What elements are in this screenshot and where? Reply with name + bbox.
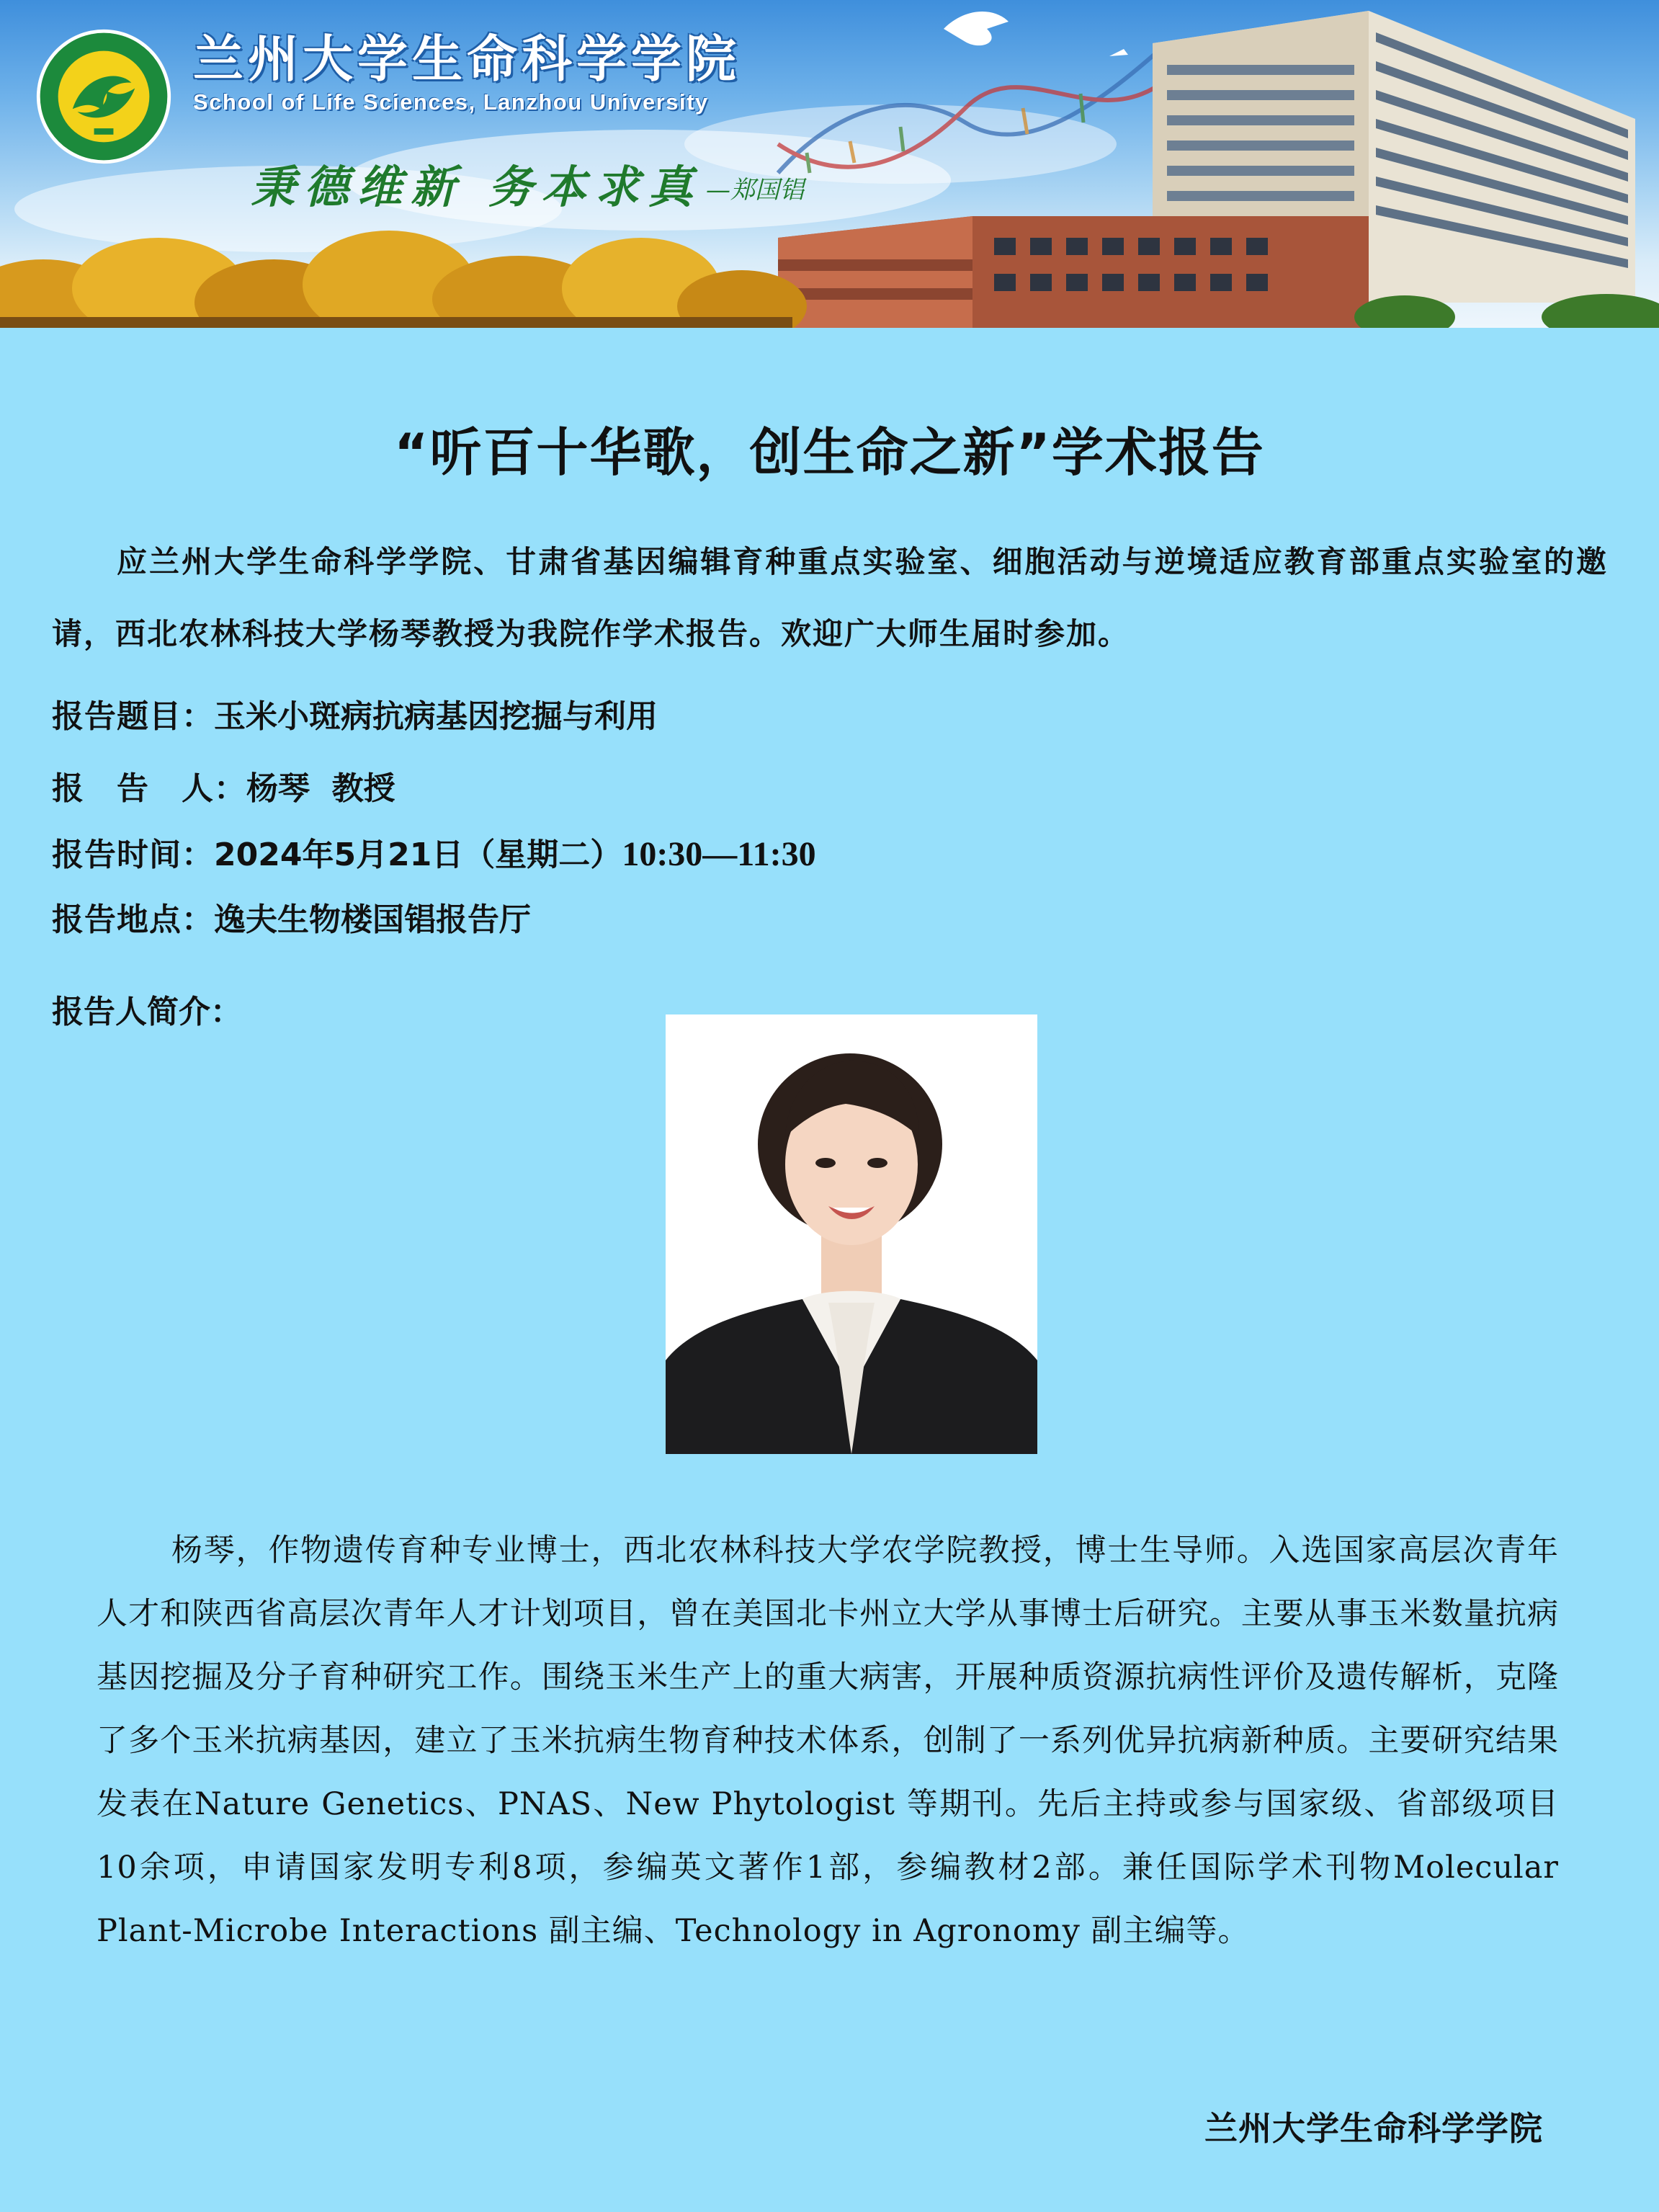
motto-signature: —郑国锠 bbox=[706, 176, 804, 205]
speaker-line bbox=[52, 762, 395, 808]
university-logo bbox=[35, 27, 173, 166]
invitation-paragraph: 应兰州大学生命科学学院、甘肃省基因编辑育种重点实验室、细胞活动与逆境适应教育部重点实验室的邀请，西北农林科技大学杨琴教授为我院作学术报告。欢迎广大师生届时参加。 bbox=[52, 544, 1608, 651]
speaker-label: 报 告 人： bbox=[52, 770, 246, 807]
place-line bbox=[52, 893, 531, 940]
topic-value: 玉米小斑病抗病基因挖掘与利用 bbox=[214, 698, 658, 735]
footer-signature: 兰州大学生命科学学院 bbox=[1204, 2109, 1543, 2148]
bio-heading: 报告人简介： bbox=[52, 994, 242, 1030]
time-line bbox=[52, 829, 816, 875]
time-label: 报告时间： bbox=[52, 837, 214, 873]
speaker-biography: 杨琴，作物遗传育种专业博士，西北农林科技大学农学院教授，博士生导师。入选国家高层次青年人才和陕西省高层次青年人才计划项目，曾在美国北卡州立大学从事博士后研究。主要从事玉米数量抗病基因挖掘及分子育种研究工作。围绕玉米生产上的重大病害，开展种质资源抗病性评价及遗传解析，克隆了多个玉米抗病基因，建立了玉米抗病生物育种技术体系，创制了一系列优异抗病新种质。主要研究结果发表在Nature Genetics、PNAS、New Phytologist 等期刊。先后主持或参与国家级、省部级项目10余项，申请国家发明专利8项，参编英文著作1部，参编教材2部。兼任国际学术刊物Molecular Plant-Microbe Interactions 副主编、Technology in Agronomy 副主编等。 bbox=[97, 1533, 1559, 1949]
school-motto: 秉德维新 务本求真 bbox=[251, 161, 702, 213]
speaker-photo bbox=[666, 1014, 1037, 1454]
brick-building-graphic bbox=[778, 216, 1369, 328]
speaker-portrait-graphic bbox=[666, 1014, 1037, 1454]
report-title: “听百十华歌，创生命之新”学术报告 bbox=[394, 422, 1265, 483]
topic-line bbox=[52, 690, 658, 736]
school-name-english: School of Life Sciences, Lanzhou University bbox=[193, 89, 709, 115]
dove-graphic bbox=[944, 12, 1128, 56]
header-banner bbox=[0, 0, 1659, 328]
school-name-chinese: 兰州大学生命科学学院 bbox=[193, 30, 741, 89]
place-value: 逸夫生物楼国锠报告厅 bbox=[214, 901, 531, 938]
place-label: 报告地点： bbox=[52, 901, 214, 938]
topic-label: 报告题目： bbox=[52, 698, 214, 735]
speaker-value: 杨琴 教授 bbox=[246, 770, 395, 807]
time-range: 10:30—11:30 bbox=[622, 835, 816, 873]
time-date: 2024年5月21日（星期二） bbox=[214, 837, 622, 873]
